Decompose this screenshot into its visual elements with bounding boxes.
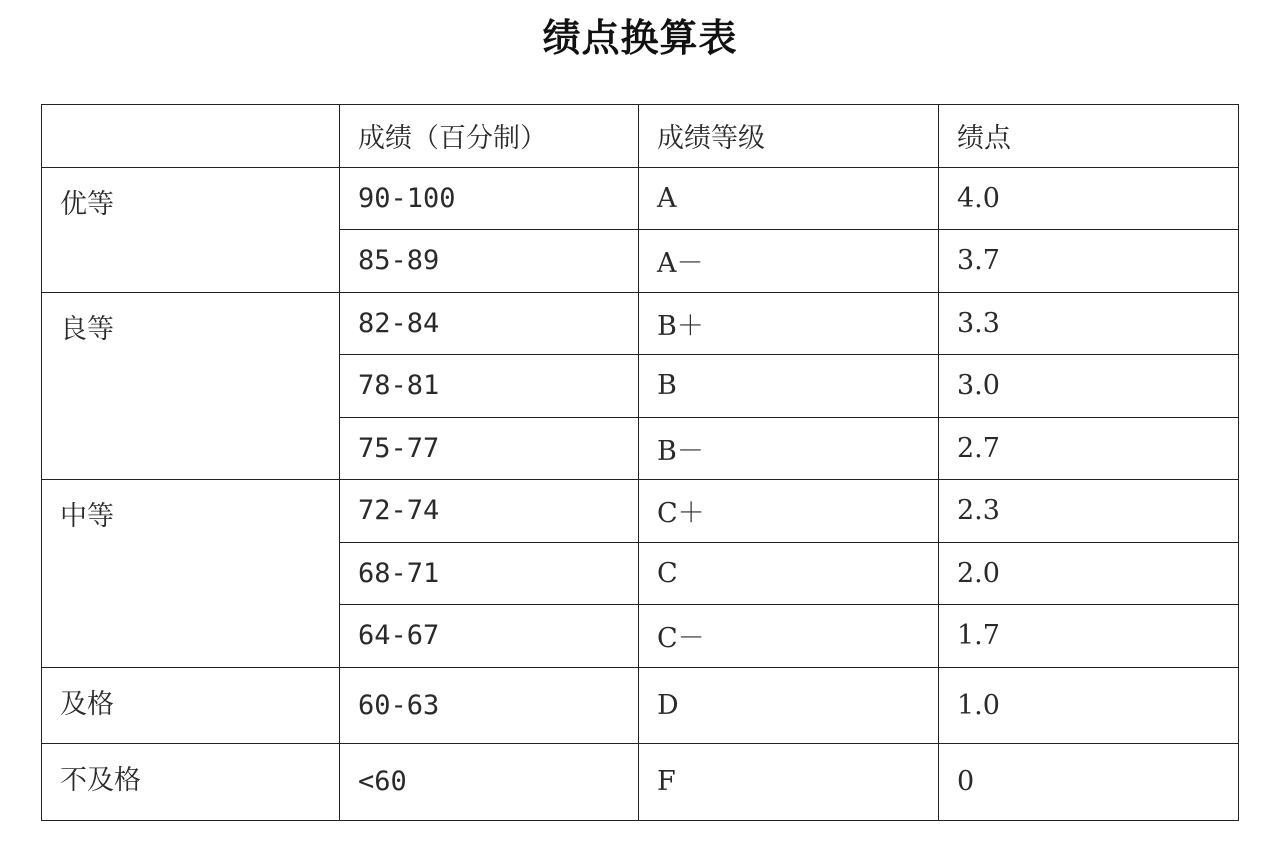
level-cell: 不及格 bbox=[42, 744, 340, 821]
table-row bbox=[42, 167, 1239, 230]
gpa-cell: 0 bbox=[939, 744, 1239, 821]
header-grade: 成绩等级 bbox=[639, 105, 939, 168]
gpa-cell: 2.7 bbox=[939, 417, 1239, 480]
grade-cell: B bbox=[639, 355, 939, 418]
score-cell: 75-77 bbox=[340, 417, 639, 480]
gpa-cell: 3.3 bbox=[939, 292, 1239, 355]
gpa-cell: 2.3 bbox=[939, 480, 1239, 543]
page-title: 绩点换算表 bbox=[542, 15, 738, 60]
grade-cell: B－ bbox=[639, 417, 939, 480]
score-cell: 82-84 bbox=[340, 292, 639, 355]
level-cell: 优等 bbox=[42, 167, 340, 292]
gpa-cell: 1.0 bbox=[939, 667, 1239, 744]
score-cell: 85-89 bbox=[340, 230, 639, 293]
table-row bbox=[42, 667, 1239, 744]
gpa-cell: 1.7 bbox=[939, 605, 1239, 668]
score-cell: 72-74 bbox=[340, 480, 639, 543]
grade-cell: C bbox=[639, 542, 939, 605]
table-row bbox=[42, 292, 1239, 355]
score-cell: 78-81 bbox=[340, 355, 639, 418]
header-gpa: 绩点 bbox=[939, 105, 1239, 168]
level-cell: 及格 bbox=[42, 667, 340, 744]
grade-cell: A bbox=[639, 167, 939, 230]
gpa-cell: 3.0 bbox=[939, 355, 1239, 418]
table-row bbox=[42, 744, 1239, 821]
table-row bbox=[42, 480, 1239, 543]
grade-cell: D bbox=[639, 667, 939, 744]
gpa-conversion-table bbox=[41, 104, 1239, 821]
gpa-cell: 4.0 bbox=[939, 167, 1239, 230]
grade-cell: A－ bbox=[639, 230, 939, 293]
score-cell: 64-67 bbox=[340, 605, 639, 668]
header-level bbox=[42, 105, 340, 168]
header-score: 成绩（百分制） bbox=[340, 105, 639, 168]
gpa-cell: 2.0 bbox=[939, 542, 1239, 605]
level-cell: 中等 bbox=[42, 480, 340, 668]
gpa-cell: 3.7 bbox=[939, 230, 1239, 293]
score-cell: 68-71 bbox=[340, 542, 639, 605]
grade-cell: B＋ bbox=[639, 292, 939, 355]
grade-cell: C＋ bbox=[639, 480, 939, 543]
grade-cell: C－ bbox=[639, 605, 939, 668]
level-cell: 良等 bbox=[42, 292, 340, 480]
grade-cell: F bbox=[639, 744, 939, 821]
table-header-row bbox=[42, 105, 1239, 168]
score-cell: 60-63 bbox=[340, 667, 639, 744]
score-cell: 90-100 bbox=[340, 167, 639, 230]
score-cell: <60 bbox=[340, 744, 639, 821]
